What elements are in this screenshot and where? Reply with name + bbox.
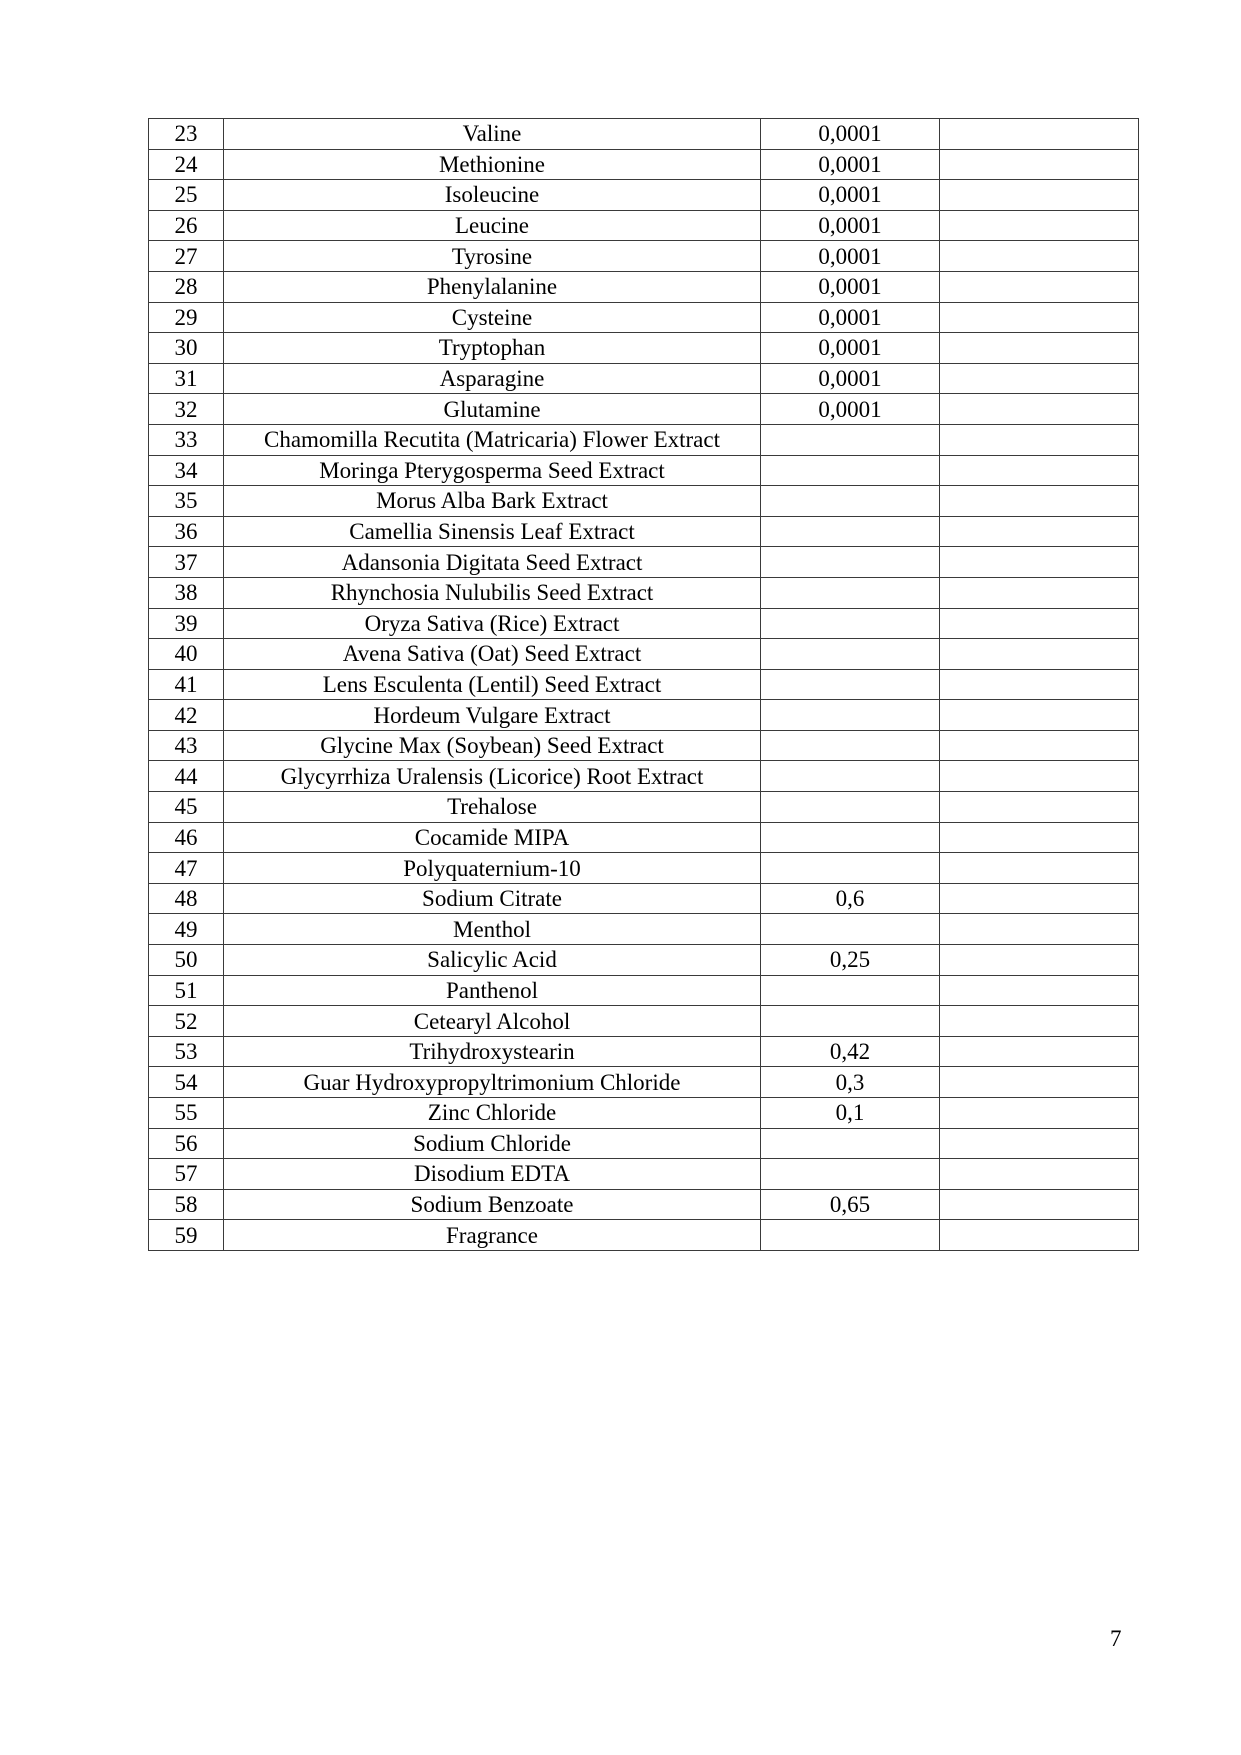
empty-cell	[940, 1189, 1139, 1220]
row-number-cell: 51	[149, 975, 224, 1006]
concentration-cell	[761, 1159, 940, 1190]
ingredient-name-cell: Guar Hydroxypropyltrimonium Chloride	[224, 1067, 761, 1098]
row-number-cell: 54	[149, 1067, 224, 1098]
concentration-cell	[761, 1006, 940, 1037]
ingredient-name-cell: Moringa Pterygosperma Seed Extract	[224, 455, 761, 486]
row-number-cell: 24	[149, 149, 224, 180]
row-number-cell: 55	[149, 1098, 224, 1129]
concentration-cell: 0,0001	[761, 119, 940, 150]
table-row	[149, 119, 1139, 150]
ingredient-name-cell: Oryza Sativa (Rice) Extract	[224, 608, 761, 639]
ingredient-name-cell: Tryptophan	[224, 333, 761, 364]
row-number-cell: 59	[149, 1220, 224, 1251]
empty-cell	[940, 1036, 1139, 1067]
ingredient-name-cell: Menthol	[224, 914, 761, 945]
table-row	[149, 455, 1139, 486]
table-row	[149, 1067, 1139, 1098]
concentration-cell: 0,0001	[761, 363, 940, 394]
empty-cell	[940, 210, 1139, 241]
row-number-cell: 48	[149, 883, 224, 914]
table-row	[149, 1036, 1139, 1067]
table-row	[149, 149, 1139, 180]
ingredient-name-cell: Lens Esculenta (Lentil) Seed Extract	[224, 669, 761, 700]
row-number-cell: 23	[149, 119, 224, 150]
row-number-cell: 56	[149, 1128, 224, 1159]
empty-cell	[940, 486, 1139, 517]
empty-cell	[940, 761, 1139, 792]
ingredient-name-cell: Chamomilla Recutita (Matricaria) Flower Extract	[224, 424, 761, 455]
ingredient-name-cell: Tyrosine	[224, 241, 761, 272]
table-row	[149, 761, 1139, 792]
empty-cell	[940, 424, 1139, 455]
concentration-cell: 0,0001	[761, 271, 940, 302]
row-number-cell: 26	[149, 210, 224, 241]
empty-cell	[940, 914, 1139, 945]
table-row	[149, 577, 1139, 608]
row-number-cell: 47	[149, 853, 224, 884]
concentration-cell: 0,0001	[761, 149, 940, 180]
empty-cell	[940, 1159, 1139, 1190]
ingredient-name-cell: Glycyrrhiza Uralensis (Licorice) Root Extract	[224, 761, 761, 792]
page-number: 7	[1110, 1626, 1122, 1651]
table-row	[149, 210, 1139, 241]
empty-cell	[940, 608, 1139, 639]
concentration-cell	[761, 792, 940, 823]
concentration-cell	[761, 700, 940, 731]
row-number-cell: 40	[149, 639, 224, 670]
empty-cell	[940, 577, 1139, 608]
row-number-cell: 32	[149, 394, 224, 425]
empty-cell	[940, 241, 1139, 272]
concentration-cell	[761, 424, 940, 455]
empty-cell	[940, 669, 1139, 700]
empty-cell	[940, 394, 1139, 425]
empty-cell	[940, 302, 1139, 333]
empty-cell	[940, 271, 1139, 302]
ingredient-name-cell: Cocamide MIPA	[224, 822, 761, 853]
row-number-cell: 27	[149, 241, 224, 272]
row-number-cell: 41	[149, 669, 224, 700]
concentration-cell	[761, 822, 940, 853]
empty-cell	[940, 455, 1139, 486]
empty-cell	[940, 975, 1139, 1006]
ingredient-name-cell: Adansonia Digitata Seed Extract	[224, 547, 761, 578]
concentration-cell: 0,0001	[761, 302, 940, 333]
ingredient-name-cell: Sodium Chloride	[224, 1128, 761, 1159]
row-number-cell: 33	[149, 424, 224, 455]
concentration-cell: 0,1	[761, 1098, 940, 1129]
table-row	[149, 547, 1139, 578]
table-row	[149, 1220, 1139, 1251]
concentration-cell: 0,3	[761, 1067, 940, 1098]
concentration-cell: 0,42	[761, 1036, 940, 1067]
ingredient-name-cell: Polyquaternium-10	[224, 853, 761, 884]
concentration-cell: 0,0001	[761, 241, 940, 272]
empty-cell	[940, 730, 1139, 761]
empty-cell	[940, 1006, 1139, 1037]
table-row	[149, 516, 1139, 547]
empty-cell	[940, 180, 1139, 211]
table-row	[149, 1159, 1139, 1190]
empty-cell	[940, 1220, 1139, 1251]
concentration-cell: 0,0001	[761, 333, 940, 364]
ingredient-name-cell: Panthenol	[224, 975, 761, 1006]
row-number-cell: 53	[149, 1036, 224, 1067]
row-number-cell: 34	[149, 455, 224, 486]
row-number-cell: 29	[149, 302, 224, 333]
ingredient-name-cell: Camellia Sinensis Leaf Extract	[224, 516, 761, 547]
table-row	[149, 608, 1139, 639]
row-number-cell: 44	[149, 761, 224, 792]
ingredient-name-cell: Rhynchosia Nulubilis Seed Extract	[224, 577, 761, 608]
row-number-cell: 35	[149, 486, 224, 517]
concentration-cell	[761, 516, 940, 547]
empty-cell	[940, 516, 1139, 547]
concentration-cell	[761, 577, 940, 608]
ingredient-name-cell: Leucine	[224, 210, 761, 241]
empty-cell	[940, 1128, 1139, 1159]
ingredient-name-cell: Methionine	[224, 149, 761, 180]
ingredient-name-cell: Morus Alba Bark Extract	[224, 486, 761, 517]
table-row	[149, 700, 1139, 731]
ingredient-name-cell: Trihydroxystearin	[224, 1036, 761, 1067]
concentration-cell: 0,6	[761, 883, 940, 914]
table-row	[149, 822, 1139, 853]
concentration-cell	[761, 608, 940, 639]
empty-cell	[940, 700, 1139, 731]
table-row	[149, 1098, 1139, 1129]
table-row	[149, 914, 1139, 945]
table-row	[149, 241, 1139, 272]
table-row	[149, 639, 1139, 670]
row-number-cell: 57	[149, 1159, 224, 1190]
ingredient-name-cell: Trehalose	[224, 792, 761, 823]
table-row	[149, 975, 1139, 1006]
empty-cell	[940, 945, 1139, 976]
row-number-cell: 42	[149, 700, 224, 731]
ingredient-name-cell: Salicylic Acid	[224, 945, 761, 976]
concentration-cell	[761, 1128, 940, 1159]
empty-cell	[940, 547, 1139, 578]
row-number-cell: 46	[149, 822, 224, 853]
concentration-cell	[761, 547, 940, 578]
ingredient-name-cell: Zinc Chloride	[224, 1098, 761, 1129]
concentration-cell	[761, 914, 940, 945]
row-number-cell: 30	[149, 333, 224, 364]
row-number-cell: 37	[149, 547, 224, 578]
empty-cell	[940, 1067, 1139, 1098]
table-row	[149, 1189, 1139, 1220]
row-number-cell: 31	[149, 363, 224, 394]
concentration-cell	[761, 669, 940, 700]
table-row	[149, 333, 1139, 364]
table-row	[149, 1006, 1139, 1037]
ingredient-name-cell: Fragrance	[224, 1220, 761, 1251]
concentration-cell	[761, 853, 940, 884]
table-row	[149, 1128, 1139, 1159]
empty-cell	[940, 822, 1139, 853]
empty-cell	[940, 639, 1139, 670]
concentration-cell	[761, 975, 940, 1006]
row-number-cell: 49	[149, 914, 224, 945]
table-row	[149, 180, 1139, 211]
ingredient-name-cell: Cysteine	[224, 302, 761, 333]
ingredients-table	[148, 118, 1139, 1251]
concentration-cell: 0,0001	[761, 210, 940, 241]
row-number-cell: 39	[149, 608, 224, 639]
ingredient-name-cell: Avena Sativa (Oat) Seed Extract	[224, 639, 761, 670]
table-row	[149, 853, 1139, 884]
table-row	[149, 271, 1139, 302]
ingredient-name-cell: Glycine Max (Soybean) Seed Extract	[224, 730, 761, 761]
table-row	[149, 302, 1139, 333]
empty-cell	[940, 883, 1139, 914]
row-number-cell: 28	[149, 271, 224, 302]
concentration-cell	[761, 730, 940, 761]
ingredient-name-cell: Hordeum Vulgare Extract	[224, 700, 761, 731]
concentration-cell: 0,25	[761, 945, 940, 976]
ingredient-name-cell: Sodium Benzoate	[224, 1189, 761, 1220]
ingredient-name-cell: Valine	[224, 119, 761, 150]
row-number-cell: 50	[149, 945, 224, 976]
table-row	[149, 363, 1139, 394]
empty-cell	[940, 333, 1139, 364]
row-number-cell: 25	[149, 180, 224, 211]
ingredient-name-cell: Glutamine	[224, 394, 761, 425]
ingredient-name-cell: Phenylalanine	[224, 271, 761, 302]
empty-cell	[940, 149, 1139, 180]
table-row	[149, 883, 1139, 914]
table-row	[149, 486, 1139, 517]
table-row	[149, 945, 1139, 976]
ingredient-name-cell: Cetearyl Alcohol	[224, 1006, 761, 1037]
concentration-cell: 0,0001	[761, 394, 940, 425]
concentration-cell: 0,65	[761, 1189, 940, 1220]
row-number-cell: 43	[149, 730, 224, 761]
concentration-cell	[761, 761, 940, 792]
ingredient-name-cell: Sodium Citrate	[224, 883, 761, 914]
concentration-cell: 0,0001	[761, 180, 940, 211]
empty-cell	[940, 792, 1139, 823]
table-body	[149, 119, 1139, 1251]
row-number-cell: 52	[149, 1006, 224, 1037]
concentration-cell	[761, 639, 940, 670]
concentration-cell	[761, 486, 940, 517]
empty-cell	[940, 119, 1139, 150]
table-row	[149, 424, 1139, 455]
ingredient-name-cell: Isoleucine	[224, 180, 761, 211]
row-number-cell: 36	[149, 516, 224, 547]
concentration-cell	[761, 1220, 940, 1251]
row-number-cell: 58	[149, 1189, 224, 1220]
table-row	[149, 730, 1139, 761]
row-number-cell: 38	[149, 577, 224, 608]
ingredient-name-cell: Disodium EDTA	[224, 1159, 761, 1190]
ingredient-name-cell: Asparagine	[224, 363, 761, 394]
empty-cell	[940, 363, 1139, 394]
row-number-cell: 45	[149, 792, 224, 823]
table-row	[149, 669, 1139, 700]
concentration-cell	[761, 455, 940, 486]
table-row	[149, 792, 1139, 823]
empty-cell	[940, 1098, 1139, 1129]
empty-cell	[940, 853, 1139, 884]
table-row	[149, 394, 1139, 425]
